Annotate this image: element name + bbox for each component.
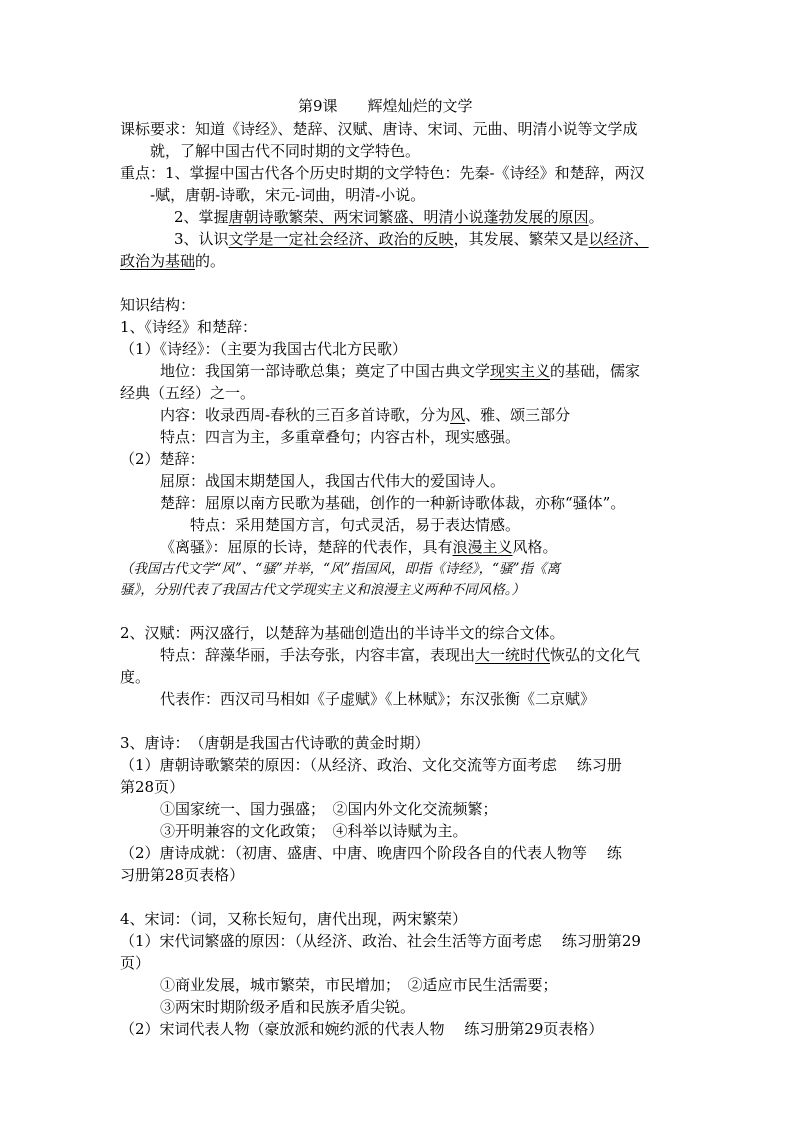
shijing-content-underlined: 风 [450, 406, 466, 424]
shijing-status-underlined: 现实主义 [490, 362, 551, 380]
page-title: 第9课 辉煌灿烂的文学 [298, 97, 473, 115]
shijing-heading: 1、《诗经》和楚辞： [120, 318, 258, 336]
hanfu-features-suffix: 恢弘的文化气 [550, 646, 641, 664]
chuci-line: 楚辞：屈原以南方民歌为基础，创作的一种新诗歌体裁，亦称“骚体”。 [160, 494, 626, 512]
quyuan-line: 屈原：战国末期楚国人，我国古代伟大的爱国诗人。 [160, 472, 506, 490]
hanfu-features-line-1 [160, 645, 640, 665]
key-point-2-prefix: 2、掌握 [174, 208, 229, 226]
key-point-2-suffix: 。 [588, 208, 604, 226]
key-point-3-middle: ，其发展、繁荣又是 [453, 230, 589, 248]
shijing-content-suffix: 、雅、颂三部分 [465, 406, 571, 424]
songci-reason-2: ③两宋时期阶级矛盾和民族矛盾尖锐。 [160, 998, 416, 1016]
hanfu-features-prefix: 特点：辞藻华丽，手法夸张，内容丰富，表现出 [160, 646, 476, 664]
chuci-subheading: （2）楚辞： [120, 450, 205, 468]
key-point-3-line-1 [174, 229, 649, 249]
hanfu-features-underlined: 大一统时代 [475, 646, 551, 664]
key-point-2 [174, 207, 604, 227]
shijing-features: 特点：四言为主，多重章叠句；内容古朴，现实感强。 [160, 428, 521, 446]
tangshi-achievement-line-1: （2）唐诗成就：（初唐、盛唐、中唐、晚唐四个阶段各自的代表人物等 练 [120, 844, 622, 862]
key-point-2-underlined: 唐朝诗歌繁荣、两宋词繁盛、明清小说蓬勃发展的原因 [228, 208, 589, 226]
songci-reason-1: ①商业发展，城市繁荣，市民增加； ②适应市民生活需要； [160, 976, 558, 994]
hanfu-heading: 2、汉赋：两汉盛行，以楚辞为基础创造出的半诗半文的综合文体。 [120, 624, 565, 642]
hanfu-works: 代表作：西汉司马相如《子虚赋》《上林赋》；东汉张衡《二京赋》 [160, 690, 596, 708]
key-point-3-underlined-1: 文学是一定社会经济、政治的反映 [228, 230, 454, 248]
note-line-1: （我国古代文学“风”、“骚”并举，“风”指国风，即指《诗经》，“骚”指《离 [120, 561, 560, 577]
note-line-2: 骚》，分别代表了我国古代文学现实主义和浪漫主义两种不同风格。） [120, 582, 525, 598]
key-point-3-prefix: 3、认识 [174, 230, 229, 248]
shijing-status-prefix: 地位：我国第一部诗歌总集；奠定了中国古典文学 [160, 362, 491, 380]
key-point-1-line-2: -赋，唐朝-诗歌，宋元-词曲，明清-小说。 [150, 186, 426, 204]
key-point-3-underlined-2a: 以经济、 [588, 230, 649, 248]
songci-reason-line-2: 页） [120, 954, 151, 972]
requirements-line-2: 就，了解中国古代不同时期的文学特色。 [150, 142, 421, 160]
shijing-content [160, 405, 570, 425]
hanfu-features-line-2: 度。 [120, 668, 151, 686]
shijing-content-prefix: 内容：收录西周-春秋的三百多首诗歌，分为 [160, 406, 451, 424]
key-point-3-line-2 [120, 251, 225, 271]
tangshi-reason-line-1: （1）唐朝诗歌繁荣的原因：（从经济、政治、文化交流等方面考虑 练习册 [120, 756, 622, 774]
chuci-features: 特点：采用楚国方言，句式灵活，易于表达情感。 [190, 516, 521, 534]
structure-title: 知识结构： [120, 296, 196, 314]
requirements-line-1: 课标要求：知道《诗经》、楚辞、汉赋、唐诗、宋词、元曲、明清小说等文学成 [120, 120, 638, 138]
lisao-underlined: 浪漫主义 [452, 538, 513, 556]
shijing-status-line-2: 经典（五经）之一。 [120, 384, 256, 402]
tangshi-heading: 3、唐诗： （唐朝是我国古代诗歌的黄金时期） [120, 734, 430, 752]
tangshi-reason-1: ①国家统一、国力强盛； ②国内外文化交流频繁； [160, 800, 498, 818]
tangshi-achievement-line-2: 习册第28页表格） [120, 866, 245, 884]
key-point-1-line-1: 重点：1、掌握中国古代各个历史时期的文学特色：先秦-《诗经》和楚辞，两汉 [120, 164, 645, 182]
tangshi-reason-line-2: 第28页） [120, 778, 185, 796]
lisao-line [160, 537, 558, 557]
shijing-subheading: （1）《诗经》：（主要为我国古代北方民歌） [120, 340, 408, 358]
shijing-status-suffix: 的基础，儒家 [550, 362, 641, 380]
lisao-suffix: 风格。 [512, 538, 558, 556]
key-point-3-underlined-2b: 政治为基础 [120, 252, 196, 270]
songci-reason-line-1: （1）宋代词繁盛的原因：（从经济、政治、社会生活等方面考虑 练习册第29 [120, 932, 641, 950]
tangshi-reason-2: ③开明兼容的文化政策； ④科举以诗赋为主。 [160, 822, 468, 840]
key-point-3-suffix: 的。 [195, 252, 226, 270]
songci-heading: 4、宋词：（词，又称长短句，唐代出现，两宋繁荣） [120, 910, 468, 928]
shijing-status-line-1 [160, 361, 640, 381]
lisao-prefix: 《离骚》：屈原的长诗，楚辞的代表作，具有 [160, 538, 453, 556]
songci-people: （2）宋词代表人物（豪放派和婉约派的代表人物 练习册第29页表格） [120, 1020, 604, 1038]
